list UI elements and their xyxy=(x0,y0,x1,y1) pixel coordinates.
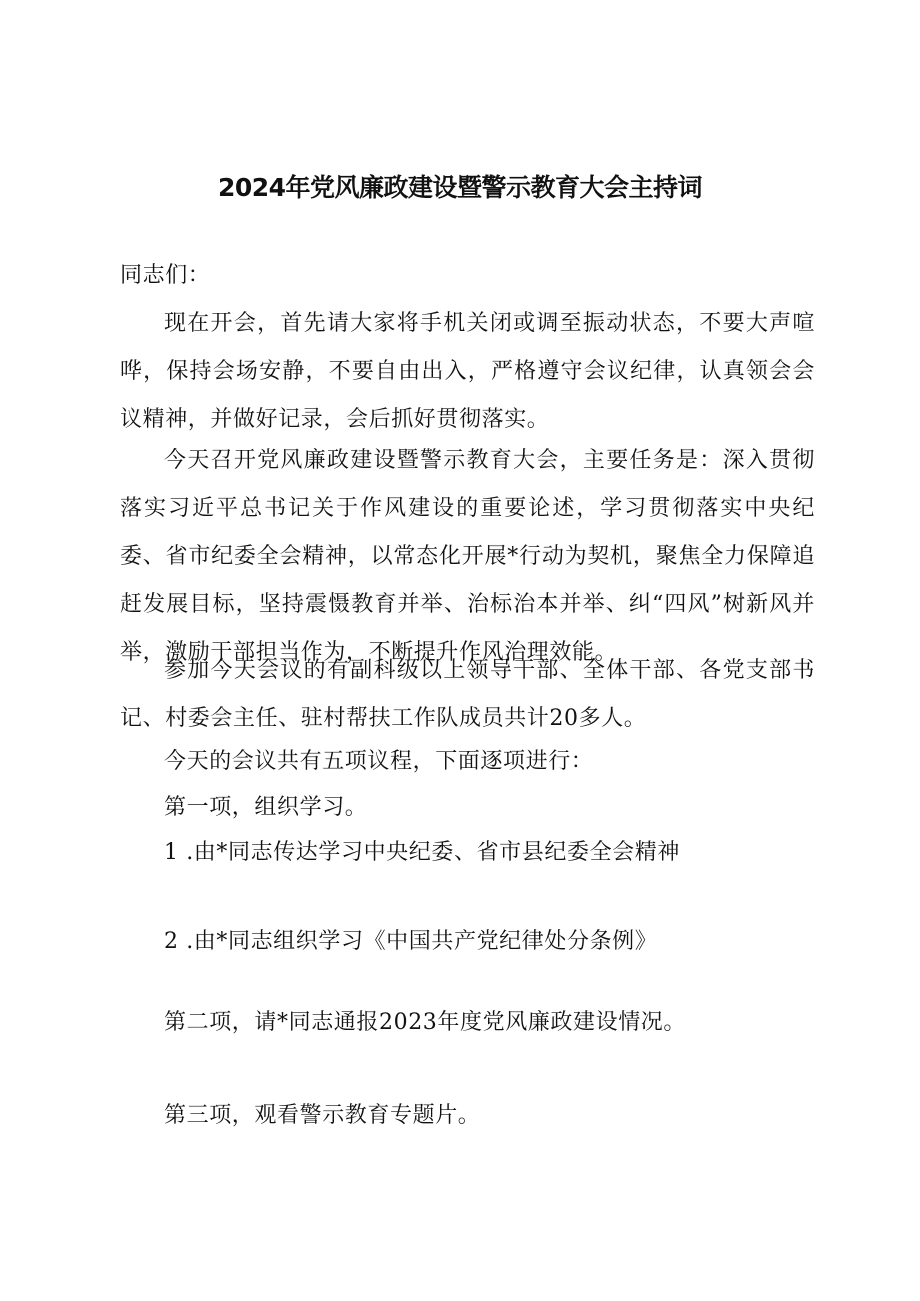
agenda-item-1: 第一项，组织学习。 xyxy=(164,795,368,820)
salutation: 同志们： xyxy=(120,263,211,288)
paragraph-tasks xyxy=(120,437,815,677)
paragraph-text: 现在开会，首先请大家将手机关闭或调至振动状态，不要大声喧哗，保持会场安静，不要自由出入，严格遵守会议纪律，认真领会会议精神，并做好记录，会后抓好贯彻落实。 xyxy=(120,311,815,432)
agenda-item-3: 第三项，观看警示教育专题片。 xyxy=(164,1103,481,1128)
agenda-item-1-sub-2: 2 .由*同志组织学习《中国共产党纪律处分条例》 xyxy=(164,929,658,954)
paragraph-opening xyxy=(120,300,815,444)
paragraph-text: 今天召开党风廉政建设暨警示教育大会，主要任务是：深入贯彻落实习近平总书记关于作风建设的重要论述，学习贯彻落实中央纪委、省市纪委全会精神，以常态化开展*行动为契机，聚焦全力保障追赶发展目标，坚持震慑教育并举、治标治本并举、纠“四风”树新风并举，激励干部担当作为，不断提升作风治理效能。 xyxy=(120,448,815,665)
paragraph-attendees xyxy=(120,647,815,743)
agenda-item-1-sub-1: 1 .由*同志传达学习中央纪委、省市县纪委全会精神 xyxy=(164,840,680,865)
paragraph-text: 参加今天会议的有副科级以上领导干部、全体干部、各党支部书记、村委会主任、驻村帮扶工作队成员共计20多人。 xyxy=(120,658,815,731)
agenda-item-2: 第二项，请*同志通报2023年度党风廉政建设情况。 xyxy=(164,1010,686,1035)
document-title: 2024年党风廉政建设暨警示教育大会主持词 xyxy=(217,173,703,202)
agenda-intro: 今天的会议共有五项议程，下面逐项进行： xyxy=(164,749,594,774)
